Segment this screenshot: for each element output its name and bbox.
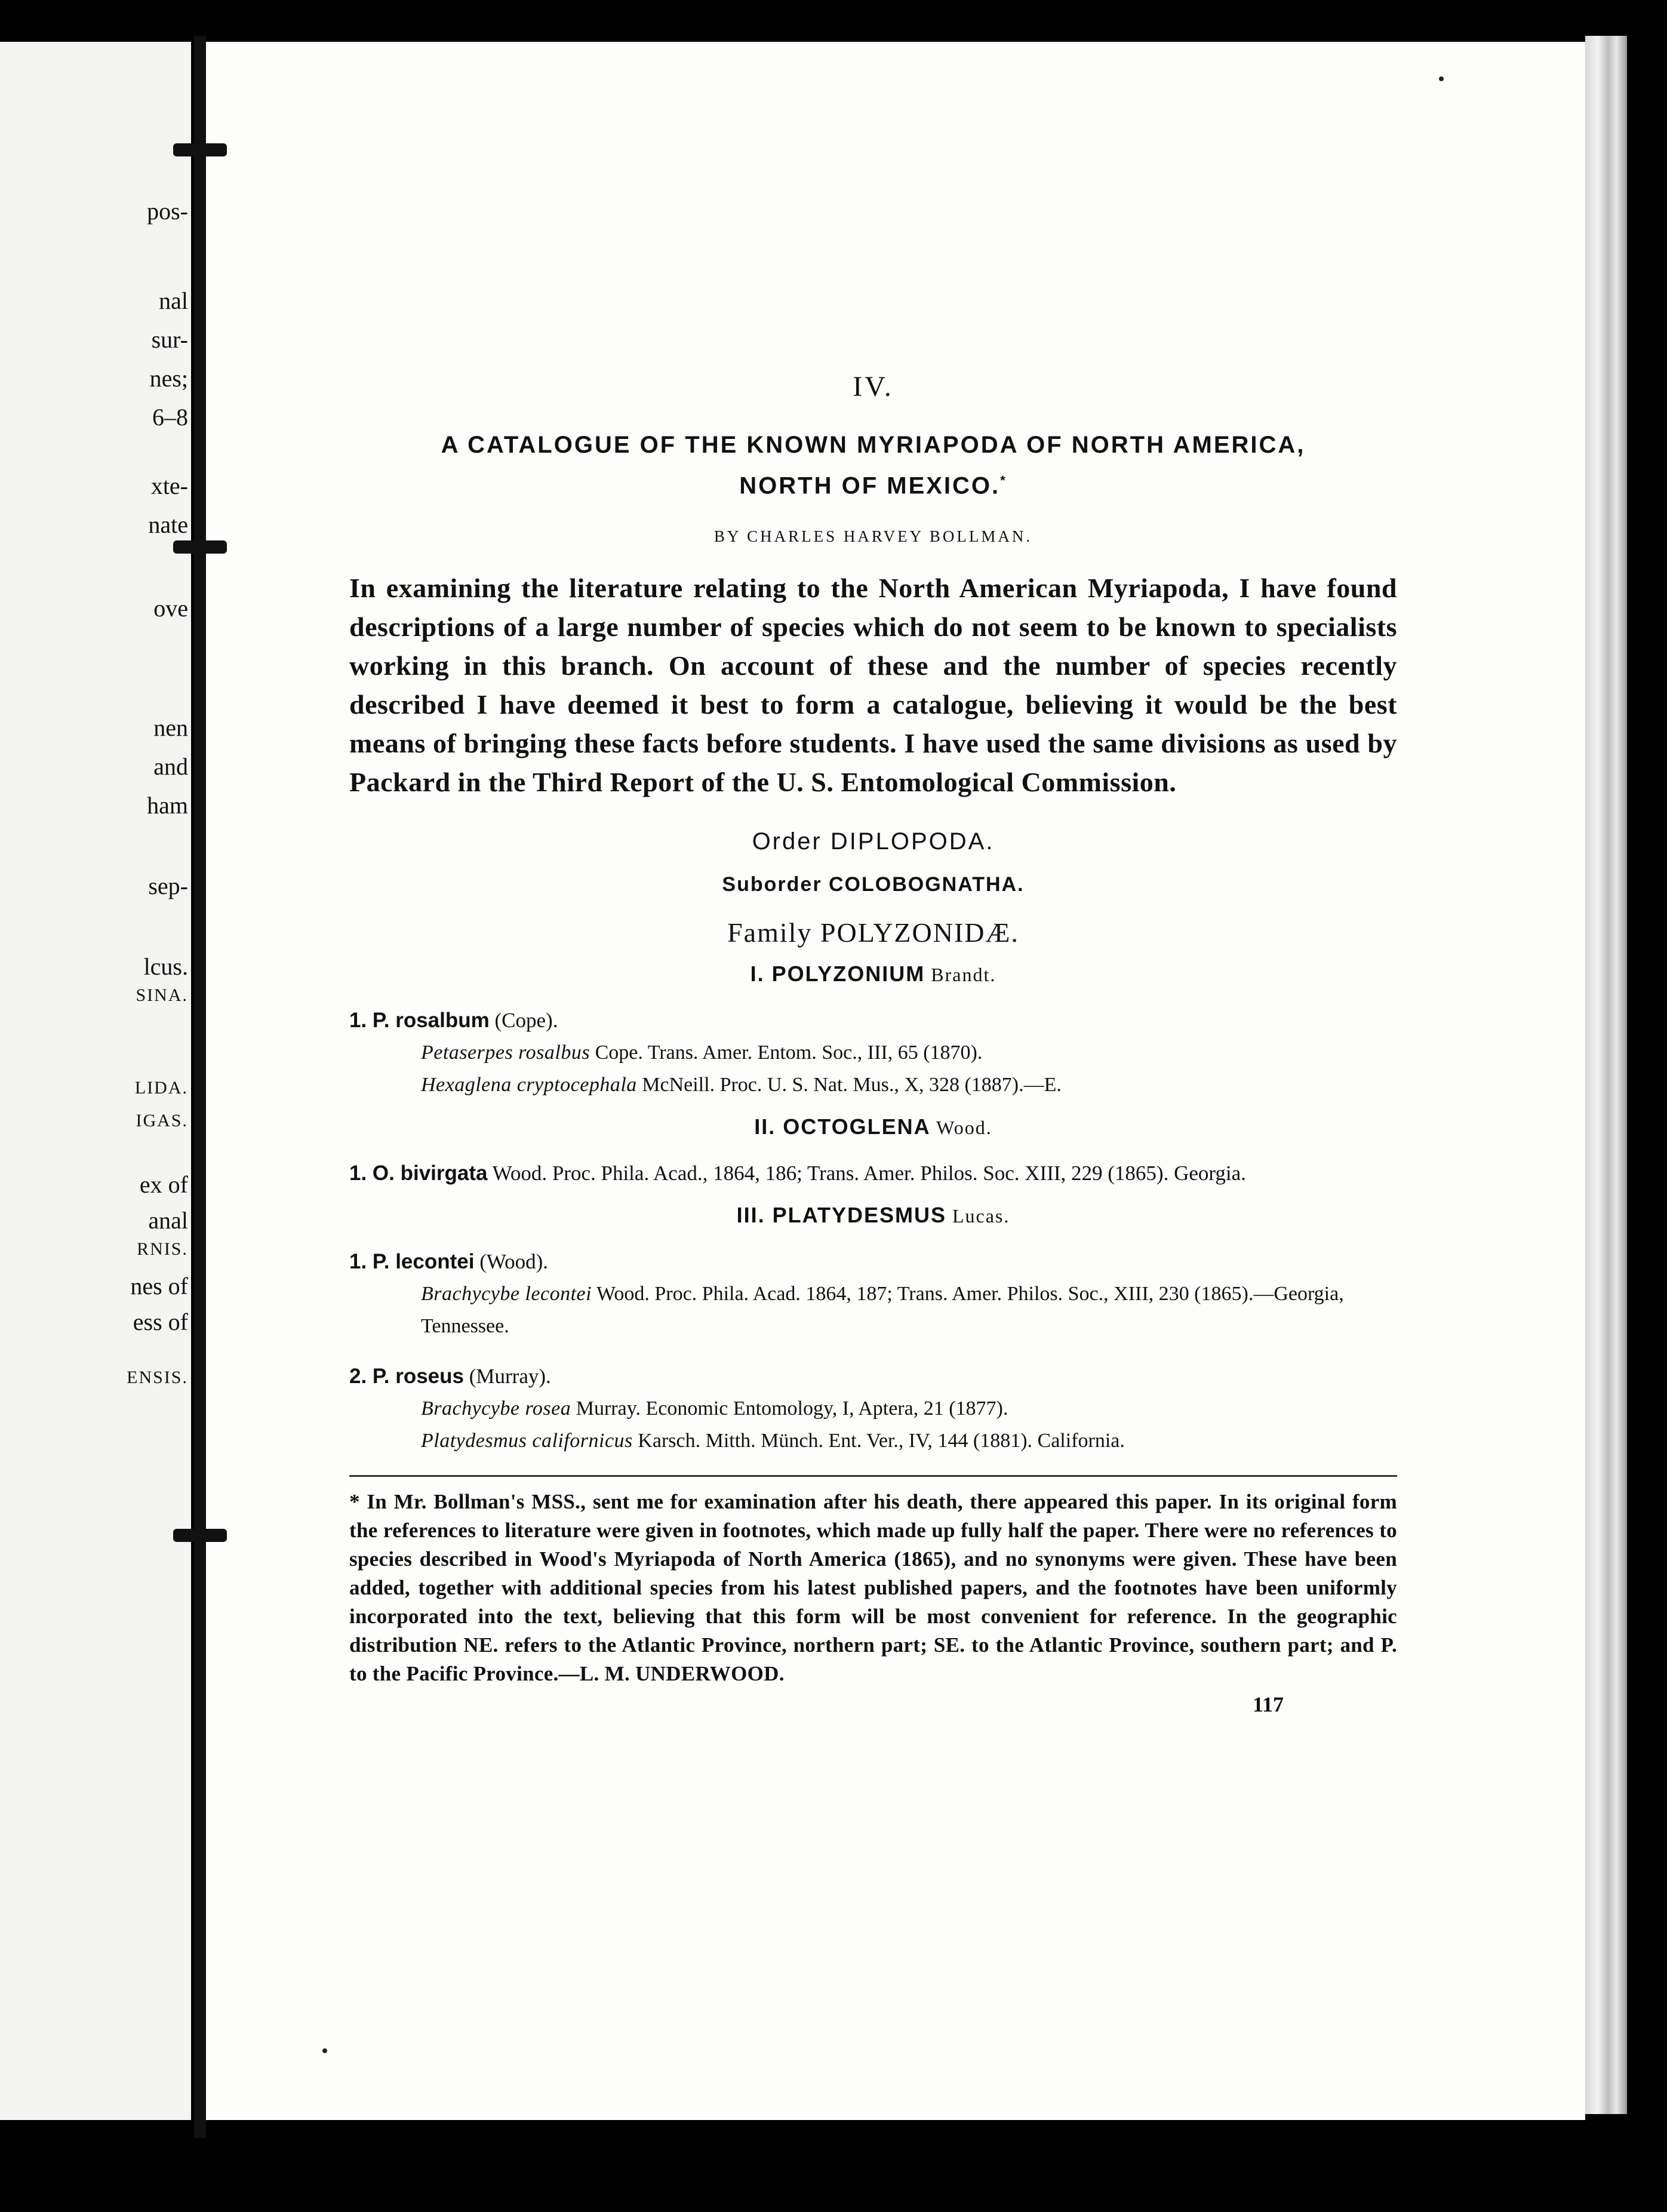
species-number: 2. — [349, 1365, 373, 1388]
synonym-name: Petaserpes rosalbus — [421, 1042, 590, 1064]
species-entry — [349, 1004, 1397, 1037]
page-edge — [1585, 36, 1627, 2114]
title-line-2: NORTH OF MEXICO.* — [739, 472, 1007, 499]
synonym-reference: Wood. Proc. Phila. Acad. 1864, 187; Trans. Amer. Philos. Soc., XIII, 230 (1865).—Georgia, Tennessee. — [421, 1283, 1344, 1338]
facing-page-fragment: lcus. — [143, 953, 188, 980]
species-author: Wood. Proc. Phila. Acad., 1864, 186; Trans. Amer. Philos. Soc. XIII, 229 (1865). Georgia. — [487, 1162, 1246, 1185]
genus-author: Lucas. — [946, 1205, 1010, 1227]
facing-page-fragment: nes of — [130, 1273, 188, 1299]
facing-page-fragment: 6–8 — [152, 404, 188, 431]
genus-heading — [349, 1203, 1397, 1228]
binding-tab — [173, 143, 227, 156]
facing-page-fragment: anal — [148, 1207, 188, 1234]
article-title — [349, 427, 1397, 503]
facing-page-fragment: ex of — [139, 1171, 188, 1198]
synonym-reference: Murray. Economic Entomology, I, Aptera, 21 (1877). — [571, 1397, 1008, 1420]
suborder-heading: Suborder COLOBOGNATHA. — [722, 873, 1025, 896]
title-line-1: A CATALOGUE OF THE KNOWN MYRIAPODA OF NORTH AMERICA, — [441, 432, 1306, 458]
species-author: (Wood). — [474, 1250, 549, 1274]
genus-author: Wood. — [930, 1117, 992, 1139]
facing-page-fragment: nal — [159, 287, 188, 314]
genera-list — [349, 961, 1397, 1457]
synonym-reference: Cope. Trans. Amer. Entom. Soc., III, 65 (1870). — [590, 1042, 983, 1064]
genus-heading — [349, 961, 1397, 987]
species-author: (Murray). — [463, 1365, 551, 1388]
species-number: 1. — [349, 1162, 373, 1185]
binding-tab — [173, 1529, 227, 1542]
title-footnote-mark: * — [1000, 473, 1007, 488]
species-name: P. lecontei — [372, 1250, 475, 1274]
synonym-name: Brachycybe rosea — [421, 1397, 571, 1420]
species-name: P. roseus — [372, 1365, 464, 1388]
synonym-entry — [349, 1425, 1397, 1457]
facing-page-fragment: nate — [148, 511, 188, 538]
facing-page-fragment: ham — [147, 792, 188, 819]
genus-name: II. OCTOGLENA — [754, 1114, 931, 1139]
article-number: IV. — [853, 371, 894, 403]
species-name: P. rosalbum — [372, 1009, 490, 1033]
facing-page-fragment: RNIS. — [137, 1239, 188, 1259]
species-entry — [349, 1246, 1397, 1278]
species-entry — [349, 1157, 1397, 1190]
species-entry — [349, 1360, 1397, 1393]
facing-page-fragment: SINA. — [136, 985, 188, 1005]
genus-author: Brandt. — [925, 964, 996, 986]
facing-page-fragment: pos- — [147, 198, 188, 225]
genus-name: I. POLYZONIUM — [750, 961, 925, 987]
facing-page-fragment: sur- — [151, 326, 188, 353]
speck — [322, 2048, 327, 2053]
synonym-reference: Karsch. Mitth. Münch. Ent. Ver., IV, 144 (1881). California. — [632, 1430, 1125, 1452]
facing-page-fragment: LIDA. — [134, 1078, 188, 1098]
facing-page-fragment: xte- — [150, 472, 188, 499]
facing-page-fragment: nes; — [149, 365, 188, 392]
synonym-entry — [349, 1069, 1397, 1101]
synonym-reference: McNeill. Proc. U. S. Nat. Mus., X, 328 (1887).—E. — [636, 1074, 1062, 1096]
synonym-name: Brachycybe lecontei — [421, 1283, 592, 1305]
order-heading: Order DIPLOPODA. — [752, 828, 995, 855]
genus-heading — [349, 1114, 1397, 1139]
species-name: O. bivirgata — [372, 1162, 488, 1185]
binding-gutter — [194, 36, 206, 2138]
species-author: (Cope). — [489, 1009, 558, 1033]
footnote: * In Mr. Bollman's MSS., sent me for examination after his death, there appeared this paper. In its original form the references to literature were given in footnotes, which made up fully half the paper. There were no references to species described in Wood's Myriapoda of North America (1865), and no synonyms were given. These have been added, together with additional species from his latest published papers, and the footnotes have been uniformly incorporated into the text, believing that this form will be most convenient for reference. In the geographic distribution NE. refers to the Atlantic Province, northern part; SE. to the Atlantic Province, southern part; and P. to the Pacific Province.—L. M. UNDERWOOD. — [349, 1490, 1397, 1686]
page-number: 117 — [1252, 1692, 1284, 1717]
footnote-rule — [349, 1475, 1397, 1477]
synonym-entry — [349, 1037, 1397, 1069]
intro-paragraph: In examining the literature relating to the North American Myriapoda, I have found descriptions of a large number of species which do not seem to be known to specialists working in this branch. On account of these and the number of species recently described I have deemed it best to form a catalogue, believing it would be the best means of bringing these facts before students. I have used the same divisions as used by Packard in the Third Report of the U. S. Entomological Commission. — [349, 573, 1397, 798]
genus-name: III. PLATYDESMUS — [736, 1203, 946, 1228]
synonym-name: Hexaglena cryptocephala — [421, 1074, 637, 1096]
binding-tab — [173, 540, 227, 554]
facing-page-fragment: sep- — [148, 872, 188, 899]
facing-page-fragment: IGAS. — [136, 1111, 188, 1130]
synonym-name: Platydesmus californicus — [421, 1430, 633, 1452]
facing-page-fragment: and — [153, 753, 188, 780]
facing-page-fragment: nen — [153, 714, 188, 741]
facing-page-fragment: ess of — [133, 1308, 188, 1335]
synonym-entry — [349, 1278, 1397, 1342]
article — [349, 370, 1397, 1717]
facing-page-fragment: ove — [153, 595, 188, 622]
family-heading: Family POLYZONIDÆ. — [727, 917, 1019, 948]
species-number: 1. — [349, 1009, 373, 1033]
synonym-entry — [349, 1393, 1397, 1425]
facing-page-fragment: ENSIS. — [127, 1368, 188, 1387]
speck — [1439, 76, 1444, 81]
species-number: 1. — [349, 1250, 373, 1274]
byline: BY CHARLES HARVEY BOLLMAN. — [713, 527, 1033, 546]
